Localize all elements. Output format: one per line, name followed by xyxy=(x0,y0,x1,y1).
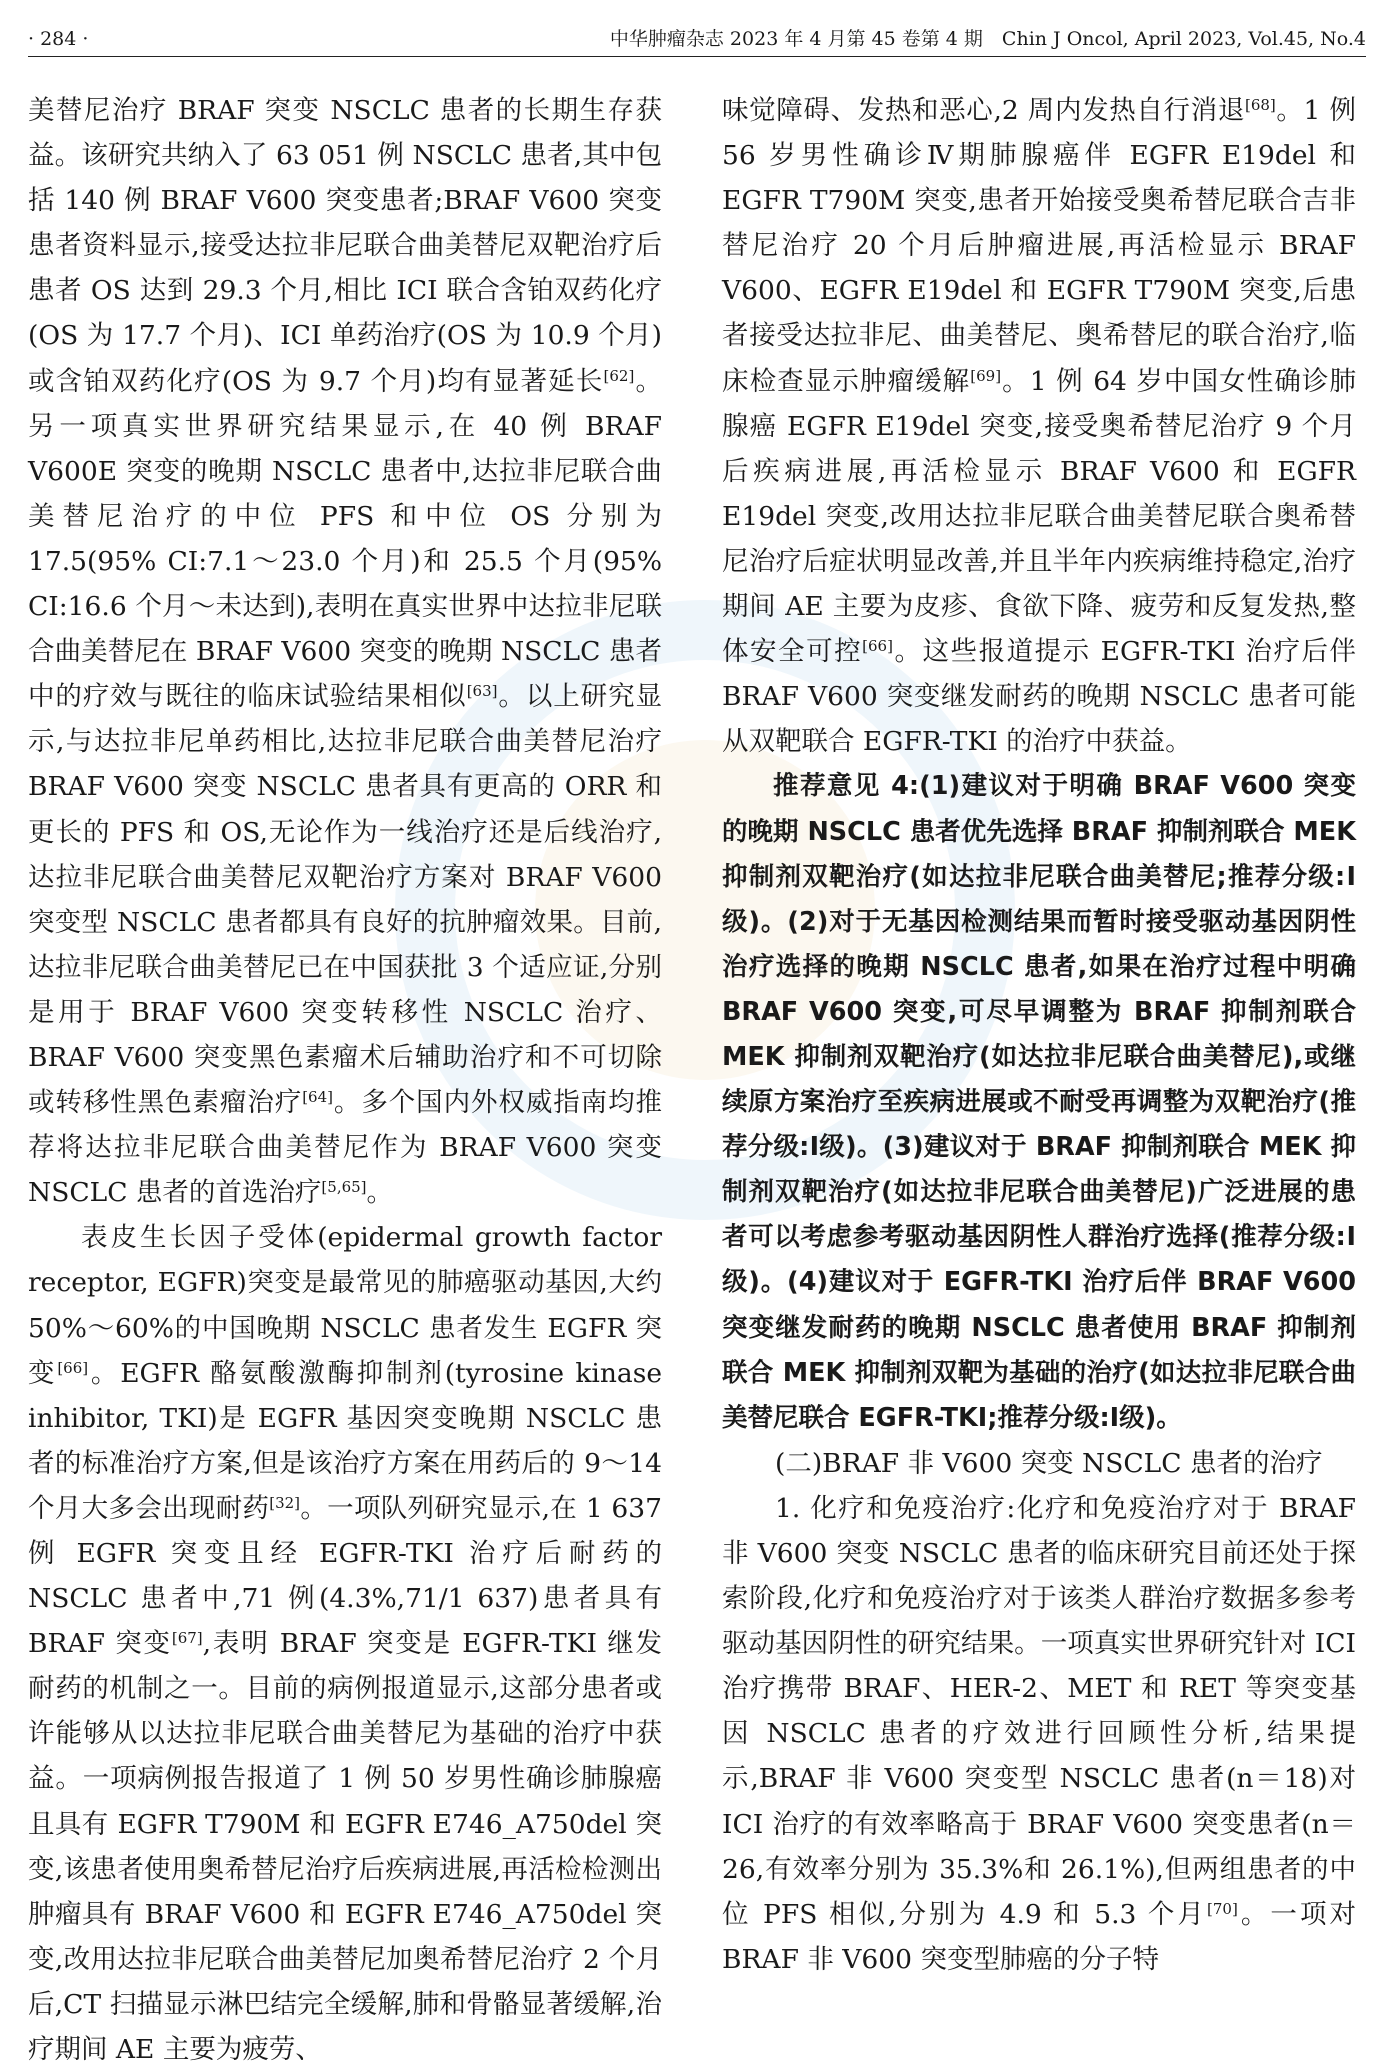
citation-32: [32] xyxy=(269,1493,301,1512)
right-column xyxy=(722,88,1356,1982)
citation-68: [68] xyxy=(1244,96,1276,114)
citation-69: [69] xyxy=(970,366,1002,385)
text: 。一项对 BRAF 非 V600 突变型肺癌的分子特 xyxy=(722,1898,1357,1975)
left-column xyxy=(28,88,662,2072)
citation-63: [63] xyxy=(466,682,498,701)
citation-64: [64] xyxy=(302,1088,333,1107)
text: 味觉障碍、发热和恶心,2 周内发热自行消退 xyxy=(722,95,1245,126)
citation-67: [67] xyxy=(171,1629,203,1648)
text: 。一项队列研究显示,在 1 637例 EGFR 突变且经 EGFR-TKI 治疗后耐药的 NSCLC 患者中,71 例(4.3%,71/1 637)患者具有 BRAF 突变 xyxy=(28,1492,662,1660)
text: 。1 例 56 岁男性确诊Ⅳ期肺腺癌伴 EGFR E19del 和 EGFR T790M 突变,患者开始接受奥希替尼联合吉非替尼治疗 20 个月后肿瘤进展,再活检显示 BRAF V600、EGFR E19del 和 EGFR T790M 突变,后患者接受达拉非尼、曲美替尼、奥希替尼的联合治疗,临床检查显示肿瘤缓解 xyxy=(722,95,1356,397)
text: 美替尼治疗 BRAF 突变 NSCLC 患者的长期生存获益。该研究共纳入了 63 051 例 NSCLC 患者,其中包括 140 例 BRAF V600 突变患者;BRAF V600 突变患者资料显示,接受达拉非尼联合曲美替尼双靶治疗后患者 OS 达到 29.3 个月,相比 ICI 联合含铂双药化疗(OS 为 17.7 个月)、ICI 单药治疗(OS 为 10.9 个月)或含铂双药化疗(OS 为 9.7 个月)均有显著延长 xyxy=(28,95,662,397)
text: 。另一项真实世界研究结果显示,在 40 例 BRAF V600E 突变的晚期 NSCLC 患者中,达拉非尼联合曲美替尼治疗的中位 PFS 和中位 OS 分别为 17.5(95% CI:7.1～23.0 个月)和 25.5 个月(95% CI:16.6 个月～未达到),表明在真实世界中达拉非尼联合曲美替尼在 BRAF V600 突变的晚期 NSCLC 患者中的疗效与既往的临床试验结果相似 xyxy=(28,365,662,713)
journal-citation: 中华肿瘤杂志 2023 年 4 月第 45 卷第 4 期 Chin J Oncol, April 2023, Vol.45, No.4 xyxy=(609,28,1366,50)
text: 。1 例 64 岁中国女性确诊肺腺癌 EGFR E19del 突变,接受奥希替尼治疗 9 个月后疾病进展,再活检显示 BRAF V600 和 EGFR E19del 突变,改用达拉非尼联合曲美替尼联合奥希替尼治疗后症状明显改善,并且半年内疾病维持稳定,治疗期间 AE 主要为皮疹、食欲下降、疲劳和反复发热,整体安全可控 xyxy=(722,365,1357,668)
citation-66: [66] xyxy=(57,1358,89,1377)
paragraph-egfr xyxy=(28,1215,662,2072)
section-heading-non-v600: (二)BRAF 非 V600 突变 NSCLC 患者的治疗 xyxy=(775,1447,1323,1479)
citation-62: [62] xyxy=(603,366,635,385)
text: 。EGFR 酪氨酸激酶抑制剂(tyrosine kinase inhibitor, TKI)是 EGFR 基因突变晚期 NSCLC 患者的标准治疗方案,但是该治疗方案在用药后的 9～14 个月大多会出现耐药 xyxy=(28,1357,663,1524)
text: 。多个国内外权威指南均推荐将达拉非尼联合曲美替尼作为 BRAF V600 突变 NSCLC 患者的首选治疗 xyxy=(28,1087,663,1209)
text: 1. 化疗和免疫治疗:化疗和免疫治疗对于 BRAF 非 V600 突变 NSCLC 患者的临床研究目前还处于探索阶段,化疗和免疫治疗对于该类人群治疗数据多参考驱动基因阴性的研究结果。一项真实世界研究针对 ICI 治疗携带 BRAF、HER-2、MET 和 RET 等突变基因 NSCLC 患者的疗效进行回顾性分析,结果提示,BRAF 非 V600 突变型 NSCLC 患者(n＝18)对 ICI 治疗的有效率略高于 BRAF V600 突变患者(n＝26,有效率分别为 35.3%和 26.1%),但两组患者的中位 PFS 相似,分别为 4.9 和 5.3 个月 xyxy=(722,1492,1356,1930)
paragraph-chemo-immuno xyxy=(722,1486,1356,1982)
paragraph-braf-survival xyxy=(28,88,662,1215)
paragraph-case-reports xyxy=(722,88,1356,764)
text: 。 xyxy=(366,1177,394,1209)
text: 。这些报道提示 EGFR-TKI 治疗后伴 BRAF V600 突变继发耐药的晚期 NSCLC 患者可能从双靶联合 EGFR-TKI 的治疗中获益。 xyxy=(722,636,1356,758)
citation-66b: [66] xyxy=(862,637,893,656)
text: ,表明 BRAF 突变是 EGFR-TKI 继发耐药的机制之一。目前的病例报道显示,这部分患者或许能够从以达拉非尼联合曲美替尼为基础的治疗中获益。一项病例报告报道了 1 例 50 岁男性确诊肺腺癌且具有 EGFR T790M 和 EGFR E746_A750del 突变,该患者使用奥希替尼治疗后疾病进展,再活检检测出肿瘤具有 BRAF V600 和 EGFR E746_A750del 突变,改用达拉非尼联合曲美替尼加奥希替尼治疗 2 个月后,CT 扫描显示淋巴结完全缓解,肺和骨骼显著缓解,治疗期间 AE 主要为疲劳、 xyxy=(28,1628,663,2066)
page-number: · 284 · xyxy=(28,28,89,50)
citation-5-65: [5,65] xyxy=(321,1178,367,1197)
running-header xyxy=(28,22,1366,57)
citation-70: [70] xyxy=(1207,1899,1238,1918)
recommendation-4: 推荐意见 4:(1)建议对于明确 BRAF V600 突变的晚期 NSCLC 患者优先选择 BRAF 抑制剂联合 MEK 抑制剂双靶治疗(如达拉非尼联合曲美替尼;推荐分级:Ⅰ级)。(2)对于无基因检测结果而暂时接受驱动基因阴性治疗选择的晚期 NSCLC 患者,如果在治疗过程中明确 BRAF V600 突变,可尽早调整为 BRAF 抑制剂联合 MEK 抑制剂双靶治疗(如达拉非尼联合曲美替尼),或继续原方案治疗至疾病进展或不耐受再调整为双靶治疗(推荐分级:Ⅰ级)。(3)建议对于 BRAF 抑制剂联合 MEK 抑制剂双靶治疗(如达拉非尼联合曲美替尼)广泛进展的患者可以考虑参考驱动基因阴性人群治疗选择(推荐分级:Ⅰ级)。(4)建议对于 EGFR-TKI 治疗后伴 BRAF V600 突变继发耐药的晚期 NSCLC 患者使用 BRAF 抑制剂联合 MEK 抑制剂双靶为基础的治疗(如达拉非尼联合曲美替尼联合 EGFR-TKI;推荐分级:Ⅰ级)。 xyxy=(722,771,1356,1433)
text: 表皮生长因子受体(epidermal growth factor receptor, EGFR)突变是最常见的肺癌驱动基因,大约 50%～60%的中国晚期 NSCLC 患者发生 EGFR 突变 xyxy=(28,1222,662,1389)
text: 。以上研究显示,与达拉非尼单药相比,达拉非尼联合曲美替尼治疗 BRAF V600 突变 NSCLC 患者具有更高的 ORR 和更长的 PFS 和 OS,无论作为一线治疗还是后线治疗,达拉非尼联合曲美替尼双靶治疗方案对 BRAF V600 突变型 NSCLC 患者都具有良好的抗肿瘤效果。目前,达拉非尼联合曲美替尼已在中国获批 3 个适应证,分别是用于 BRAF V600 突变转移性 NSCLC 治疗、BRAF V600 突变黑色素瘤术后辅助治疗和不可切除或转移性黑色素瘤治疗 xyxy=(28,681,663,1119)
